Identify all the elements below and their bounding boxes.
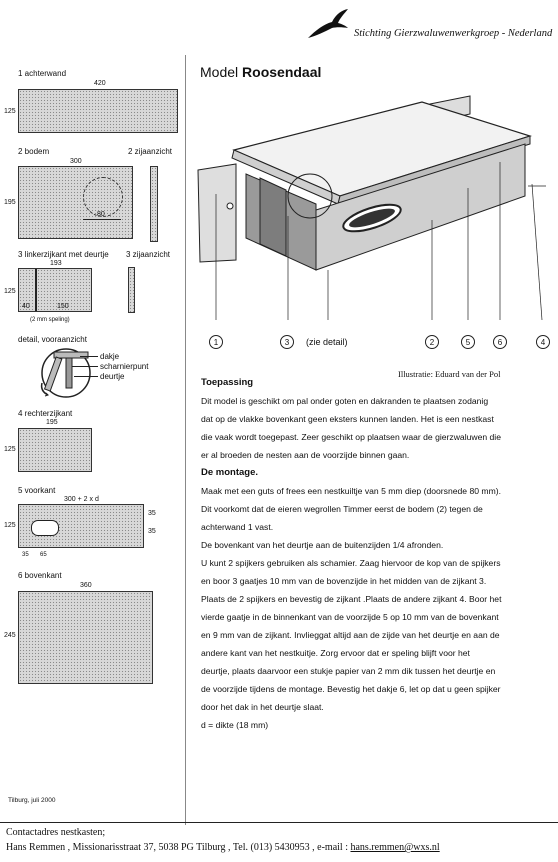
montage-line-11: deurtje, plaats daarvoor een stukje papier van 2 mm dik tussen het deurtje en — [201, 666, 496, 676]
zie-detail: (zie detail) — [306, 337, 348, 347]
part4-width: 195 — [46, 419, 58, 426]
contact-heading: Contactadres nestkasten; — [6, 827, 106, 838]
part3-side-view — [128, 267, 135, 313]
callout-3: 3 — [280, 335, 294, 349]
part3b-label: 3 zijaanzicht — [126, 250, 171, 259]
montage-line-10: andere kant van het nestkuitje. Zorg ervoor dat er speling blijft voor het — [201, 648, 470, 658]
door-split-line — [35, 269, 37, 311]
part2-bodem — [18, 166, 133, 239]
toepassing-line-4: er al broeden de nesten aan de voorzijde binnen gaan. — [201, 450, 410, 460]
toepassing-heading: Toepassing — [201, 377, 254, 388]
article-body — [201, 374, 551, 734]
part3-label: 3 linkerzijkant met deurtje — [18, 250, 109, 259]
swift-bird-icon — [306, 8, 350, 42]
callout-1: 1 — [209, 335, 223, 349]
montage-line-8: vierde gaatje in de binnenkant van de voorzijde 5 op 10 mm van de bovenkant — [201, 612, 499, 622]
part6-width: 360 — [80, 582, 92, 589]
part4-rechterzijkant — [18, 428, 92, 472]
part5-height: 125 — [4, 522, 16, 529]
montage-line-1: Maak met een guts of frees een nestkuiltje van 5 mm diep (doorsnede 80 mm). — [201, 486, 501, 496]
detail-pointer-1 — [80, 356, 98, 357]
detail-pointer-2 — [72, 366, 98, 367]
model-name: Roosendaal — [242, 64, 322, 80]
hinge-detail-drawing — [36, 343, 96, 399]
org-name: Stichting Gierzwaluwenwerkgroep - Nederland — [354, 28, 553, 39]
part5-voorkant — [18, 504, 144, 548]
footer-rule — [0, 822, 558, 823]
part4-label: 4 rechterzijkant — [18, 409, 73, 418]
montage-line-13: door het dak in het deurtje slaat. — [201, 702, 324, 712]
part1-label: 1 achterwand — [18, 69, 67, 78]
detail-label: detail, vooraanzicht — [18, 335, 87, 344]
part3-height: 125 — [4, 288, 16, 295]
contact-line — [6, 842, 440, 853]
montage-line-2: Dit voorkomt dat de eieren wegrollen Timmer eerst de bodem (2) tegen de — [201, 504, 483, 514]
callout-2: 2 — [425, 335, 439, 349]
part5-dim-right-1: 35 — [148, 510, 156, 517]
part1-height: 125 — [4, 108, 16, 115]
hole-dimension: 80 — [97, 211, 105, 218]
part5-dim-right-2: 35 — [148, 528, 156, 535]
part5-label: 5 voorkant — [18, 486, 56, 495]
detail-item-scharnierpunt: scharnierpunt — [100, 362, 149, 371]
part2-side-view — [150, 166, 158, 242]
model-prefix: Model — [200, 64, 239, 80]
part2-width: 300 — [70, 158, 82, 165]
part3-d1: 40 — [22, 303, 30, 310]
part2-label: 2 bodem — [18, 147, 50, 156]
callout-6: 6 — [493, 335, 507, 349]
part1-width: 420 — [94, 80, 106, 87]
montage-line-3: achterwand 1 vast. — [201, 522, 274, 532]
part3-gap-note: (2 mm speling) — [30, 317, 70, 323]
montage-line-12: de voorzijde tijdens de montage. Bevestig het dakje 6, let op dat u geen spijker — [201, 684, 501, 694]
part6-height: 245 — [4, 632, 16, 639]
detail-pointer-3 — [74, 376, 98, 377]
contact-details: Hans Remmen , Missionarisstraat 37, 5038 PG Tilburg , Tel. (013) 5430953 , e-mail : — [6, 842, 351, 853]
logo — [306, 8, 350, 42]
entrance-hole — [31, 520, 59, 536]
part6-label: 6 bovenkant — [18, 571, 62, 580]
model-title — [200, 64, 321, 80]
montage-line-4: De bovenkant van het deurtje aan de buitenzijden 1/4 afronden. — [201, 540, 444, 550]
toepassing-line-1: Dit model is geschikt om pal onder goten en dakranden te plaatsen zodanig — [201, 396, 489, 406]
montage-line-5: U kunt 2 spijkers gebruiken als schamier. Zaag hiervoor de kop van de spijkers — [201, 558, 501, 568]
part4-height: 125 — [4, 446, 16, 453]
part2b-label: 2 zijaanzicht — [128, 147, 173, 156]
column-divider — [185, 55, 186, 825]
montage-line-7: Plaats de 2 spijkers en bevestig de zijkant .Plaats de andere zijkant 4. Boor het — [201, 594, 502, 604]
email-link[interactable]: hans.remmen@wxs.nl — [350, 842, 440, 853]
callout-4: 4 — [536, 335, 550, 349]
callout-5: 5 — [461, 335, 475, 349]
part6-bovenkant — [18, 591, 153, 684]
montage-heading: De montage. — [201, 467, 259, 478]
part5-dim-bottom-2: 65 — [40, 552, 47, 558]
montage-line-9: en 9 mm van de zijkant. Invlieggat altijd aan de zijde van het deurtje en aan de — [201, 630, 500, 640]
illustration-credit: Illustratie: Eduard van der Pol — [398, 369, 501, 379]
detail-item-dakje: dakje — [100, 352, 120, 361]
footer-date: Tilburg, juli 2000 — [8, 797, 56, 804]
toepassing-line-2: dat op de vlakke bovenkant geen eksters kunnen landen. Het is een nestkast — [201, 414, 494, 424]
part3-d2: 150 — [57, 303, 69, 310]
part3-linkerzijkant — [18, 268, 92, 312]
hole-dimension-line — [83, 219, 121, 220]
part3-width: 193 — [50, 260, 62, 267]
nestbox-illustration — [190, 92, 555, 322]
montage-line-6: en boor 3 gaatjes 10 mm van de bovenzijde in het midden van de zijkant 3. — [201, 576, 487, 586]
dikte-note: d = dikte (18 mm) — [201, 720, 269, 730]
part5-width: 300 + 2 x d — [64, 496, 99, 503]
part5-dim-bottom-1: 35 — [22, 552, 29, 558]
part2-height: 195 — [4, 199, 16, 206]
detail-item-deurtje: deurtje — [100, 372, 125, 381]
part1-achterwand — [18, 89, 178, 133]
toepassing-line-3: die vaak wordt toegepast. Zeer geschikt op plaatsen waar de gierzwaluwen die — [201, 432, 502, 442]
